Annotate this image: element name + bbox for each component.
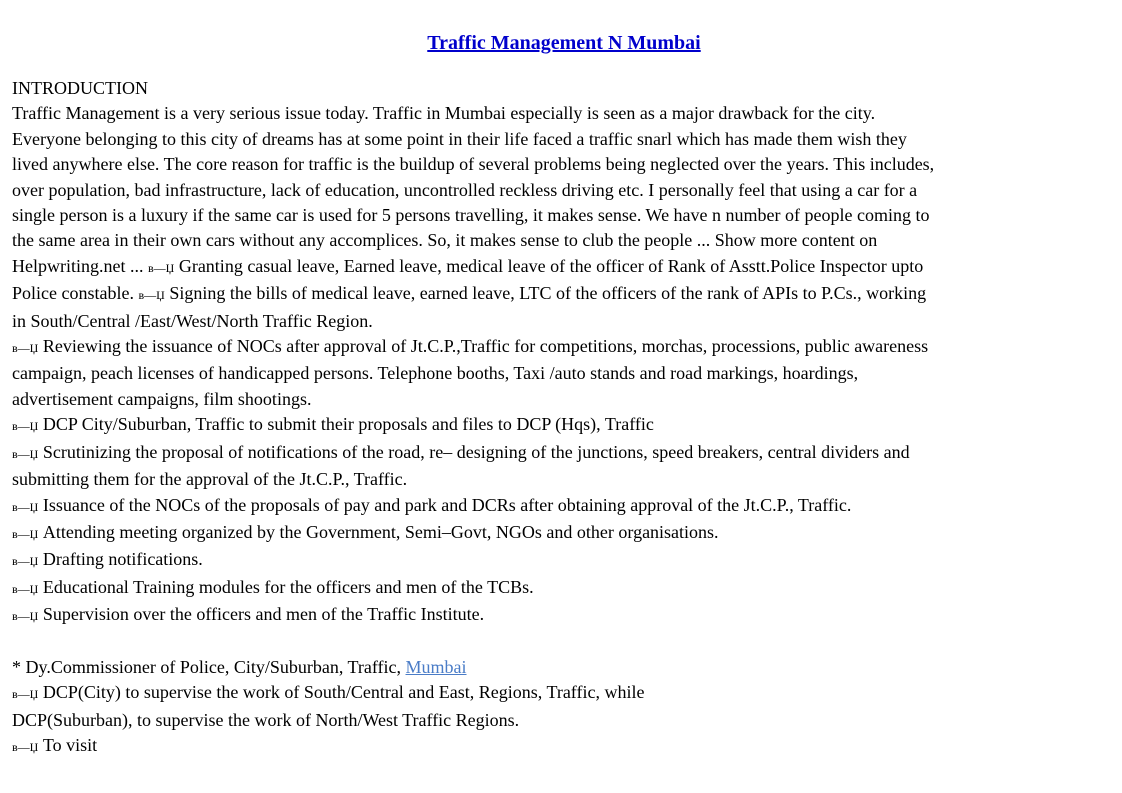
line-text: Granting casual leave, Earned leave, medical leave of the officer of Rank of Asstt.Police Inspector upto [174,255,924,276]
list-item [12,602,1116,629]
paragraph-line: Traffic Management is a very serious issue today. Traffic in Mumbai especially is seen as a major drawback for the city. [12,103,876,124]
document-body [12,76,1116,761]
line-text: Police constable. [12,283,139,304]
bullet-glyph: в—Џ [12,499,39,514]
section-heading [12,655,1116,680]
list-item [12,493,1116,520]
bullet-glyph: в—Џ [12,446,39,461]
list-item-text: Supervision over the officers and men of the Traffic Institute. [38,604,485,625]
line-text: * Dy.Commissioner of Police, City/Suburban, Traffic, [12,656,406,677]
list-item [12,412,1116,439]
line-text: Helpwriting.net ... [12,255,148,276]
paragraph-line: advertisement campaigns, film shootings. [12,388,312,409]
bullet-glyph: в—Џ [12,609,39,624]
paragraph-line: campaign, peach licenses of handicapped persons. Telephone booths, Taxi /auto stands and road markings, hoardings, [12,363,859,384]
list-item-text: DCP(City) to supervise the work of South/Central and East, Regions, Traffic, while [38,682,645,703]
paragraph-line [12,254,1116,281]
blank-line [12,630,1116,655]
bullet-glyph: в—Џ [12,419,39,434]
bullet-glyph: в—Џ [12,581,39,596]
mumbai-link[interactable]: Mumbai [405,656,467,677]
bullet-glyph: в—Џ [12,554,39,569]
bullet-glyph: в—Џ [12,341,39,356]
intro-heading: INTRODUCTION [12,78,148,98]
list-item [12,334,1116,361]
list-item [12,440,1116,467]
paragraph-line: lived anywhere else. The core reason for traffic is the buildup of several problems being neglected over the years. This includes, [12,154,935,175]
bullet-glyph: в—Џ [12,526,39,541]
paragraph-line: DCP(Suburban), to supervise the work of North/West Traffic Regions. [12,709,520,730]
paragraph-line: in South/Central /East/West/North Traffic Region. [12,310,373,331]
list-item [12,575,1116,602]
paragraph-line: single person is a luxury if the same car is used for 5 persons travelling, it makes sense. We have n number of people coming to [12,205,930,226]
list-item-text: Attending meeting organized by the Government, Semi–Govt, NGOs and other organisations. [38,521,719,542]
list-item [12,520,1116,547]
title-link[interactable]: Traffic Management N Mumbai [427,32,701,54]
list-item [12,547,1116,574]
bullet-glyph: в—Џ [12,687,39,702]
list-item-text: To visit [38,735,98,756]
document-title [12,30,1116,56]
bullet-glyph: в—Џ [12,740,39,755]
paragraph-line: Everyone belonging to this city of dreams has at some point in their life faced a traffic snarl which has made them wish they [12,128,907,149]
paragraph-line: submitting them for the approval of the Jt.C.P., Traffic. [12,469,408,490]
list-item [12,680,1116,707]
list-item-text: Drafting notifications. [38,549,203,570]
bullet-glyph: в—Џ [138,288,165,303]
list-item [12,733,1116,760]
bullet-glyph: в—Џ [147,260,175,275]
list-item-text: Issuance of the NOCs of the proposals of pay and park and DCRs after obtaining approval of the Jt.C.P., Traffic. [38,494,852,515]
list-item-text: Reviewing the issuance of NOCs after approval of Jt.C.P.,Traffic for competitions, morchas, processions, public awareness [38,336,929,357]
list-item-text: DCP City/Suburban, Traffic to submit their proposals and files to DCP (Hqs), Traffic [38,414,654,435]
paragraph-line [12,281,1116,308]
list-item-text: Educational Training modules for the officers and men of the TCBs. [38,576,534,597]
list-item-text: Scrutinizing the proposal of notifications of the road, re– designing of the junctions, speed breakers, central dividers and [38,441,910,462]
paragraph-line: over population, bad infrastructure, lack of education, uncontrolled reckless driving etc. I personally feel that using a car for a [12,179,918,200]
line-text: Signing the bills of medical leave, earned leave, LTC of the officers of the rank of APIs to P.Cs., working [164,283,927,304]
document-page [12,30,1116,761]
paragraph-line: the same area in their own cars without any accomplices. So, it makes sense to club the people ... Show more content on [12,230,878,251]
